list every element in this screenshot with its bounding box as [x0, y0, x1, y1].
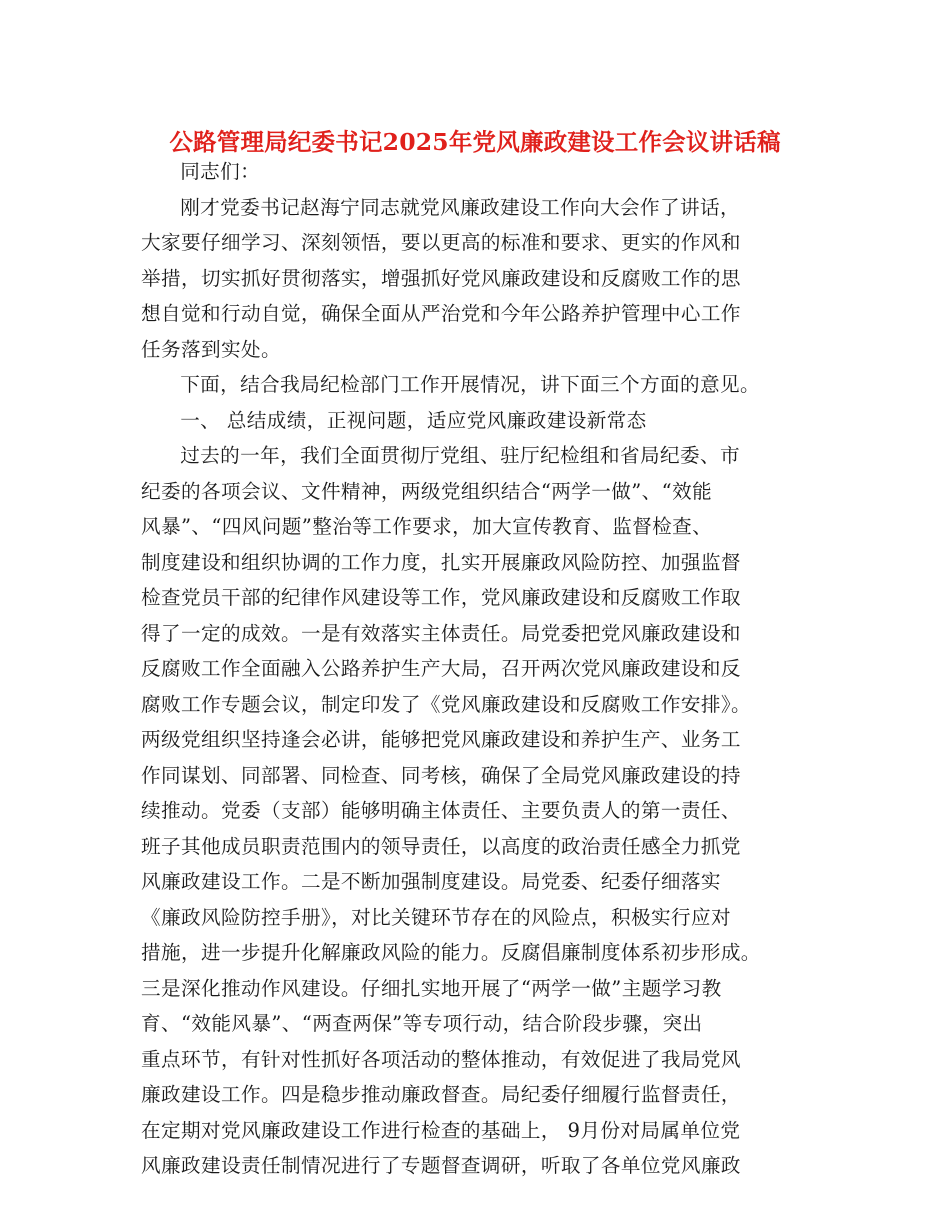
text-line: 风暴”、“四风问题”整治等工作要求，加大宣传教育、监督检查、: [141, 515, 713, 538]
text-line: 反腐败工作全面融入公路养护生产大局，召开两次党风廉政建设和反: [141, 657, 741, 680]
text-line: 刚才党委书记赵海宁同志就党风廉政建设工作向大会作了讲话，: [180, 195, 741, 219]
text-line: 措施，进一步提升化解廉政风险的能力。反腐倡廉制度体系初步形成。: [141, 941, 761, 964]
paragraph-section-1-body: [141, 438, 817, 1184]
text-line: 下面，结合我局纪检部门工作开展情况，讲下面三个方面的意见。: [180, 373, 761, 396]
text-line: 作同谋划、同部署、同检查、同考核，确保了全局党风廉政建设的持: [141, 763, 741, 787]
text-line: 一、 总结成绩，正视问题，适应党风廉政建设新常态: [180, 408, 647, 432]
paragraph-overview: [141, 367, 817, 403]
text-line: 检查党员干部的纪律作风建设等工作，党风廉政建设和反腐败工作取: [141, 586, 741, 609]
text-line: 《廉政风险防控手册》，对比关键环节存在的风险点，积极实行应对: [141, 905, 732, 929]
text-line: 想自觉和行动自觉，确保全面从严治党和今年公路养护管理中心工作: [141, 302, 741, 325]
text-line: 重点环节，有针对性抓好各项活动的整体推动，有效促进了我局党风: [141, 1047, 741, 1071]
text-line: 风廉政建设责任制情况进行了专题督查调研，听取了各单位党风廉政: [141, 1154, 741, 1177]
text-line: 风廉政建设工作。二是不断加强制度建设。局党委、纪委仔细落实: [141, 870, 721, 893]
text-line: 过去的一年，我们全面贯彻厅党组、驻厅纪检组和省局纪委、市: [180, 444, 741, 467]
text-line: 在定期对党风廉政建设工作进行检查的基础上， 9月份对局属单位党: [141, 1118, 741, 1142]
text-line: 育、“效能风暴”、“两查两保”等专项行动，结合阶段步骤，突出: [141, 1012, 703, 1035]
text-line: 制度建设和组织协调的工作力度，扎实开展廉政风险防控、加强监督: [141, 550, 741, 574]
paragraph-intro: [141, 190, 817, 368]
text-line: 得了一定的成效。一是有效落实主体责任。局党委把党风廉政建设和: [141, 621, 741, 645]
text-line: 纪委的各项会议、文件精神，两级党组织结合“两学一做”、“效能: [141, 479, 713, 503]
document-title: 公路管理局纪委书记2025年党风廉政建设工作会议讲话稿: [169, 127, 781, 156]
text-line: 两级党组织坚持逢会必讲，能够把党风廉政建设和养护生产、业务工: [141, 728, 741, 751]
text-line: 举措，切实抓好贯彻落实，增强抓好党风廉政建设和反腐败工作的思: [141, 266, 741, 290]
text-line: 三是深化推动作风建设。仔细扎实地开展了“两学一做”主题学习教: [141, 976, 722, 1000]
paragraph-salutation: [141, 154, 817, 190]
text-line: 同志们：: [180, 160, 261, 183]
text-line: 任务落到实处。: [141, 337, 281, 361]
text-line: 腐败工作专题会议，制定印发了《党风廉政建设和反腐败工作安排》。: [141, 692, 752, 716]
paragraph-section-1-heading: [141, 403, 817, 439]
text-line: 班子其他成员职责范围内的领导责任，以高度的政治责任感全力抓党: [141, 834, 741, 858]
text-line: 大家要仔细学习、深刻领悟，要以更高的标准和要求、更实的作风和: [141, 231, 741, 254]
document-body: [141, 154, 817, 1184]
text-line: 廉政建设工作。四是稳步推动廉政督查。局纪委仔细履行监督责任，: [141, 1083, 741, 1106]
text-line: 续推动。党委（支部）能够明确主体责任、主要负责人的第一责任、: [141, 799, 741, 822]
